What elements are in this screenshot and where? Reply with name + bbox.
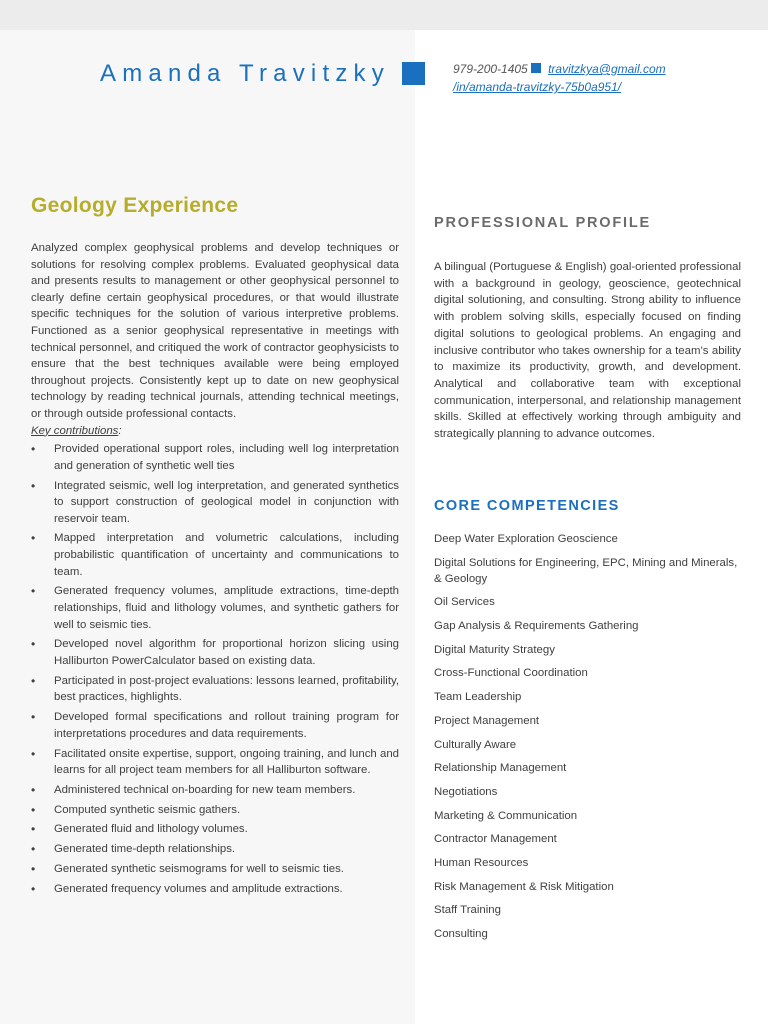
competency-item: Risk Management & Risk Mitigation bbox=[434, 880, 614, 893]
contribution-text: Mapped interpretation and volumetric calculations, including probabilistic quantification of uncertainty and communications to team. bbox=[54, 532, 399, 578]
competency-item: Consulting bbox=[434, 928, 488, 940]
bullet-icon: • bbox=[31, 442, 36, 457]
bullet-icon: • bbox=[31, 746, 36, 761]
contribution-item bbox=[31, 782, 399, 799]
competency-item: Relationship Management bbox=[434, 762, 567, 775]
bullet-icon: • bbox=[31, 637, 36, 652]
bullet-icon: • bbox=[31, 478, 36, 493]
phone-number: 979-200-1405 bbox=[453, 62, 528, 76]
contact-line-1 bbox=[453, 60, 666, 78]
bullet-icon: • bbox=[31, 584, 36, 599]
profile-heading: PROFESSIONAL PROFILE bbox=[434, 215, 652, 231]
contribution-item bbox=[31, 478, 399, 528]
contribution-item bbox=[31, 583, 399, 633]
bullet-icon: • bbox=[31, 673, 36, 688]
bullet-icon: • bbox=[31, 531, 36, 546]
competency-item: Culturally Aware bbox=[434, 738, 517, 751]
separator-square-icon bbox=[531, 63, 541, 73]
contribution-text: Provided operational support roles, including well log interpretation and generation of synthetic well ties bbox=[54, 443, 399, 472]
bullet-icon: • bbox=[31, 842, 36, 857]
contribution-item bbox=[31, 441, 399, 474]
candidate-name: Amanda Travitzky bbox=[100, 60, 390, 87]
contribution-text: Generated synthetic seismograms for well to seismic ties. bbox=[54, 863, 344, 876]
key-contributions-list bbox=[31, 441, 399, 897]
contribution-item bbox=[31, 636, 399, 669]
contribution-text: Generated fluid and lithology volumes. bbox=[54, 823, 248, 836]
bullet-icon: • bbox=[31, 862, 36, 877]
contribution-text: Developed formal specifications and rollout training program for interpretations procedures and data requirements. bbox=[54, 711, 399, 740]
contribution-item bbox=[31, 746, 399, 779]
contribution-text: Integrated seismic, well log interpretation, and generated synthetics to support construction of geological model in conjunction with reservoir team. bbox=[54, 479, 399, 525]
competency-item: Contractor Management bbox=[434, 833, 557, 846]
competencies-list bbox=[434, 531, 744, 950]
bullet-icon: • bbox=[31, 710, 36, 725]
contact-line-2 bbox=[453, 78, 666, 96]
competency-item: Oil Services bbox=[434, 596, 495, 609]
competency-item: Gap Analysis & Requirements Gathering bbox=[434, 620, 639, 633]
competency-item: Marketing & Communication bbox=[434, 809, 578, 822]
email-link[interactable]: travitzkya@gmail.com bbox=[548, 62, 666, 76]
contribution-text: Administered technical on-boarding for new team members. bbox=[54, 783, 356, 796]
competency-item: Team Leadership bbox=[434, 691, 522, 704]
experience-section bbox=[31, 240, 399, 901]
linkedin-link[interactable]: /in/amanda-travitzky-75b0a951/ bbox=[453, 80, 622, 94]
contribution-item bbox=[31, 821, 399, 838]
key-contributions-text: Key contributions bbox=[31, 424, 119, 437]
competency-item: Deep Water Exploration Geoscience bbox=[434, 533, 618, 545]
key-contributions-colon: : bbox=[118, 424, 122, 437]
contribution-text: Generated time-depth relationships. bbox=[54, 843, 236, 856]
bullet-icon: • bbox=[31, 782, 36, 797]
top-bar bbox=[0, 0, 768, 30]
bullet-icon: • bbox=[31, 822, 36, 837]
competencies-heading: CORE COMPETENCIES bbox=[434, 498, 620, 514]
competency-item: Cross-Functional Coordination bbox=[434, 667, 588, 680]
competency-item: Project Management bbox=[434, 714, 540, 727]
contribution-text: Facilitated onsite expertise, support, ongoing training, and lunch and learns for all project team members for all Halliburton software. bbox=[54, 747, 399, 777]
competency-item: Human Resources bbox=[434, 856, 529, 869]
name-accent-square-icon bbox=[402, 62, 425, 85]
bullet-icon: • bbox=[31, 881, 36, 896]
contribution-text: Generated frequency volumes, amplitude extractions, time-depth relationships, fluid and lithology volumes, and synthetic gathers for well to seismic ties. bbox=[54, 585, 399, 631]
experience-summary: Analyzed complex geophysical problems and develop techniques or solutions for resolving complex problems. Evaluated geophysical data and presents results to management or other geophysical personnel to clearly define certain geophysical procedures, or that would illustrate specific techniques for the solution of various interpretive problems. Functioned as a senior geophysical representative in meetings with technical personnel, and critiqued the work of contractor geophysicists to ensure that the best techniques available were being employed throughout projects. Consistently kept up to date on new geophysical technology by reading technical journals, attending technical meetings, or through outside professional contacts. bbox=[31, 242, 399, 420]
key-contributions-label bbox=[31, 423, 399, 440]
competency-item: Digital Maturity Strategy bbox=[434, 643, 555, 656]
profile-text: A bilingual (Portuguese & English) goal-oriented professional with a background in geology, geoscience, geotechnical digital solutioning, and consulting. Strong ability to influence with problem solving skills, especially focused on finding digital solutions to geological problems. An engaging and inclusive contributor who takes ownership for a team’s ability to maximize its productivity, growth, and development. Analytical and collaborative team with exceptional communication, interpersonal, and relationship management skills. Skilled at effectively working through ambiguity and strategically planning to advance outcomes. bbox=[434, 261, 741, 441]
contribution-item bbox=[31, 881, 399, 898]
competency-item: Negotiations bbox=[434, 785, 498, 798]
contribution-text: Computed synthetic seismic gathers. bbox=[54, 803, 241, 816]
contribution-item bbox=[31, 841, 399, 858]
contact-block bbox=[453, 60, 666, 96]
contribution-item bbox=[31, 673, 399, 706]
bullet-icon: • bbox=[31, 802, 36, 817]
contribution-item bbox=[31, 861, 399, 878]
contribution-text: Participated in post-project evaluations: lessons learned, profitability, best practices, highlights. bbox=[54, 674, 399, 704]
contribution-item bbox=[31, 530, 399, 580]
contribution-item bbox=[31, 802, 399, 819]
competency-item: Digital Solutions for Engineering, EPC, Mining and Minerals, & Geology bbox=[434, 556, 738, 585]
contribution-item bbox=[31, 709, 399, 742]
competency-item: Staff Training bbox=[434, 904, 501, 917]
contribution-text: Generated frequency volumes and amplitude extractions. bbox=[54, 882, 343, 895]
contribution-text: Developed novel algorithm for proportional horizon slicing using Halliburton PowerCalculator based on existing data. bbox=[54, 638, 399, 667]
experience-heading: Geology Experience bbox=[31, 194, 239, 217]
